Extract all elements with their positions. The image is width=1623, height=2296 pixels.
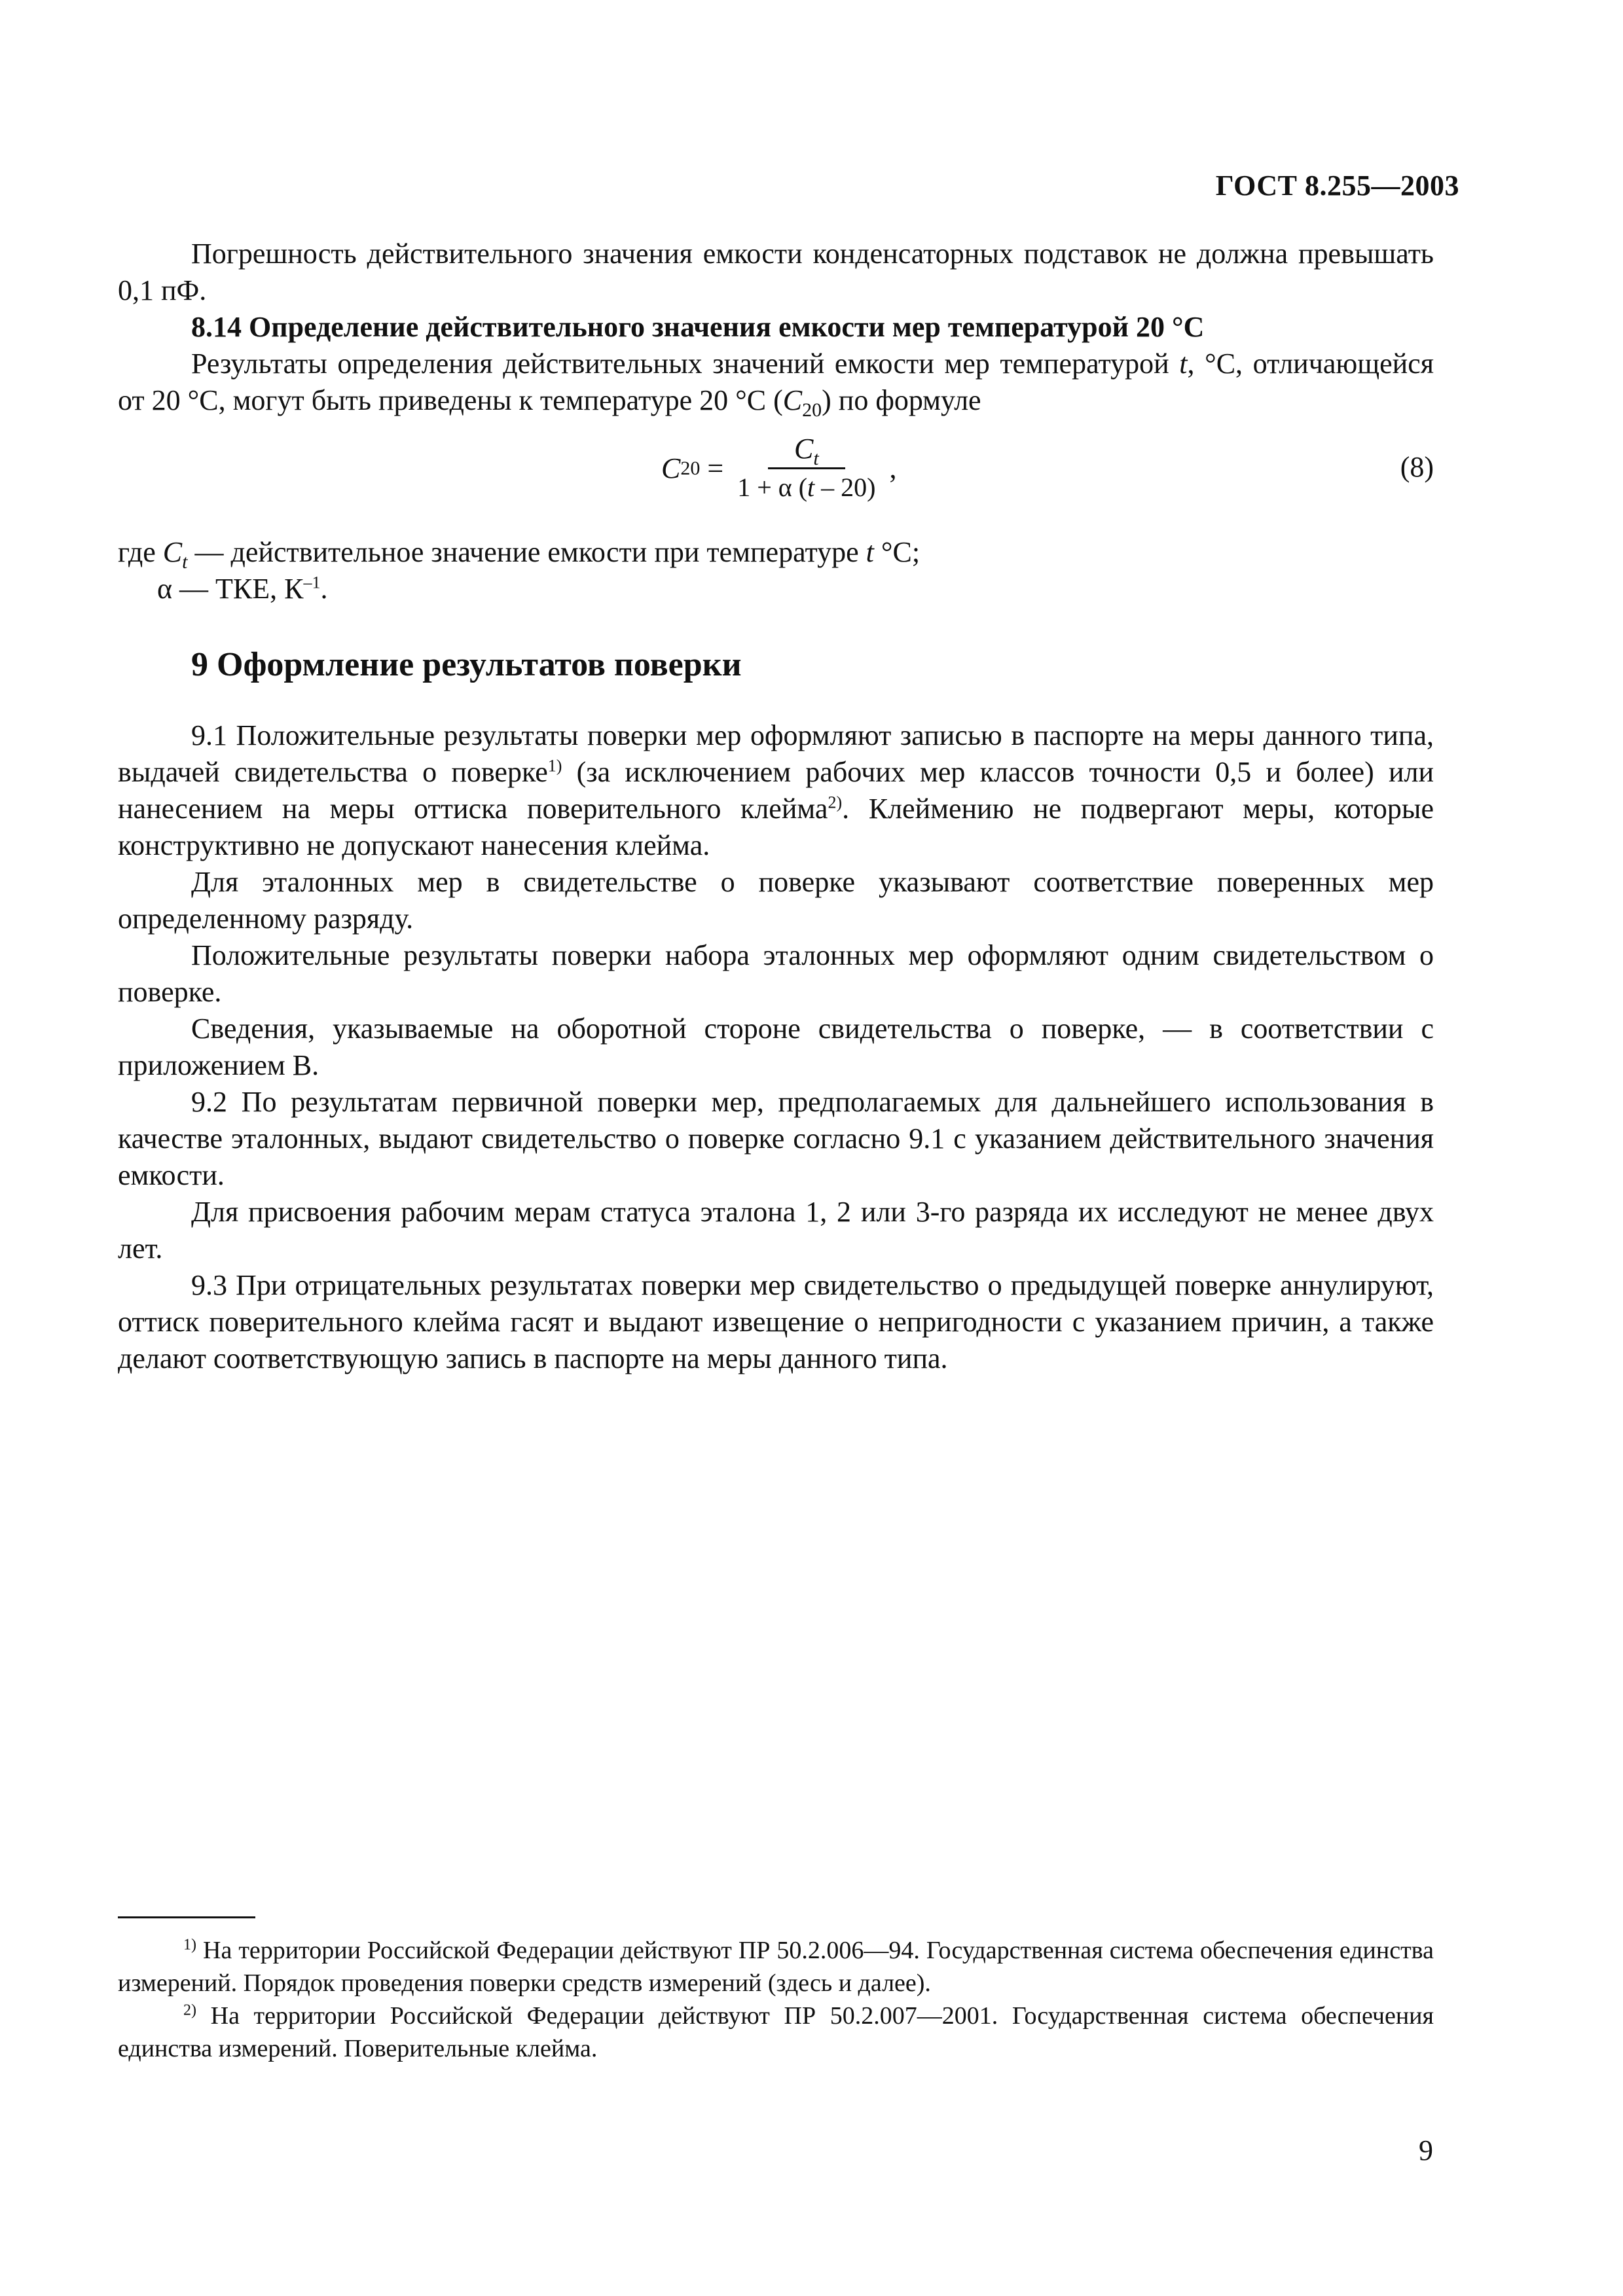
paragraph-9-1-b: Для эталонных мер в свидетельстве о поверке указывают соответствие поверенных мер определенному разряду. <box>118 866 1434 935</box>
text-run: 9.1 Положительные результаты поверки мер оформляют записью в паспорте на меры данного типа, выдачей свидетельства о поверке <box>118 719 1434 788</box>
footnote-text: На территории Российской Федерации действуют ПР 50.2.007—2001. Государственная система обеспечения единства измерений. Поверительные клейма. <box>118 2002 1434 2062</box>
numerator-sub: t <box>813 447 819 469</box>
footnote-ref-2: 2) <box>828 793 843 812</box>
subsection-8-14-text <box>118 346 1434 419</box>
text-run: Результаты определения действительных значений емкости мер температурой <box>191 348 1180 380</box>
footnote-divider <box>118 1916 255 1918</box>
text-run: ) по формуле <box>822 384 981 416</box>
footnote-text: На территории Российской Федерации действуют ПР 50.2.006—94. Государственная система обеспечения единства измерений. Порядок проведения поверки средств измерений (здесь и далее). <box>118 1937 1434 1997</box>
subsection-8-14-title: 8.14 Определение действительного значения емкости мер температурой 20 °С <box>191 311 1205 343</box>
footnote-mark: 1) <box>183 1936 196 1954</box>
paragraph-9-2-b: Для присвоения рабочим мерам статуса эталона 1, 2 или 3-го разряда их исследуют не менее двух лет. <box>118 1196 1434 1265</box>
paragraph-9-1 <box>118 717 1434 864</box>
subscript: t <box>182 550 188 573</box>
paragraph-9-2: 9.2 По результатам первичной поверки мер, предполагаемых для дальнейшего использования в качестве эталонных, выдают свидетельство о поверке согласно 9.1 с указанием действительного значения емкости. <box>118 1086 1434 1191</box>
paragraph-9-1-d: Сведения, указываемые на оборотной стороне свидетельства о поверке, — в соответствии с приложением В. <box>118 1013 1434 1081</box>
den-t: t <box>807 473 815 502</box>
text-run: . Клеймению не подвергают меры, которые конструктивно не допускают нанесения клейма. <box>118 793 1434 861</box>
formula-numerator <box>768 431 845 469</box>
text-run: α — ТКЕ, К <box>157 573 304 605</box>
variable-t: t <box>1179 348 1188 380</box>
formula-equals: = <box>700 452 731 484</box>
variable-t: t <box>866 536 874 568</box>
footnotes <box>118 1934 1434 2065</box>
subscript: 20 <box>802 399 822 421</box>
text-run: где <box>118 536 163 568</box>
formula-fraction <box>737 431 875 506</box>
equation-number: (8) <box>1400 451 1434 483</box>
text-run: , °С, отличающейся от 20 °С, могут быть приведены к температуре 20 °С ( <box>118 348 1434 416</box>
formula-denominator <box>737 469 875 506</box>
paragraph-9-1-c: Положительные результаты поверки набора эталонных мер оформляют одним свидетельством о поверке. <box>118 939 1434 1008</box>
footnote-1 <box>118 1934 1434 2000</box>
where-line-2 <box>118 571 1434 607</box>
text-run: — действительное значение емкости при температуре <box>187 536 866 568</box>
footnote-2 <box>118 2000 1434 2065</box>
footnote-ref-1: 1) <box>547 756 562 776</box>
intro-paragraph: Погрешность действительного значения емкости конденсаторных подставок не должна превышать 0,1 пФ. <box>118 238 1434 306</box>
formula-8 <box>118 425 1434 524</box>
numerator-c: C <box>793 433 814 465</box>
page-number: 9 <box>1419 2134 1433 2166</box>
paragraph-9-3: 9.3 При отрицательных результатах поверки мер свидетельство о предыдущей поверке аннулируют, оттиск поверительного клейма гасят и выдают извещение о непригодности с указанием причин, а также делают соответствующую запись в паспорте на меры данного типа. <box>118 1269 1434 1374</box>
formula-lhs: C <box>661 452 681 484</box>
superscript: –1 <box>303 573 321 592</box>
document-header: ГОСТ 8.255—2003 <box>1215 170 1459 202</box>
text-run: . <box>320 573 328 605</box>
text-run: °С; <box>873 536 921 568</box>
where-line-1 <box>118 534 1434 571</box>
formula-comma: , <box>882 452 897 484</box>
document-body <box>118 236 1434 1377</box>
text-run: (за исключением рабочих мер классов точности 0,5 и более) или нанесением на меры оттиска поверительного клейма <box>118 756 1434 825</box>
den-part: 1 + α ( <box>737 473 808 502</box>
footnote-mark: 2) <box>183 2001 196 2019</box>
formula-expression: C 20 = $\frac{C_t}{1 + \alpha (t - 20)}$ , <box>661 431 896 506</box>
den-part: – 20) <box>814 473 876 502</box>
variable-c: C <box>162 536 183 568</box>
variable-c: C <box>782 384 803 416</box>
section-9-title: 9 Оформление результатов поверки <box>191 646 742 683</box>
